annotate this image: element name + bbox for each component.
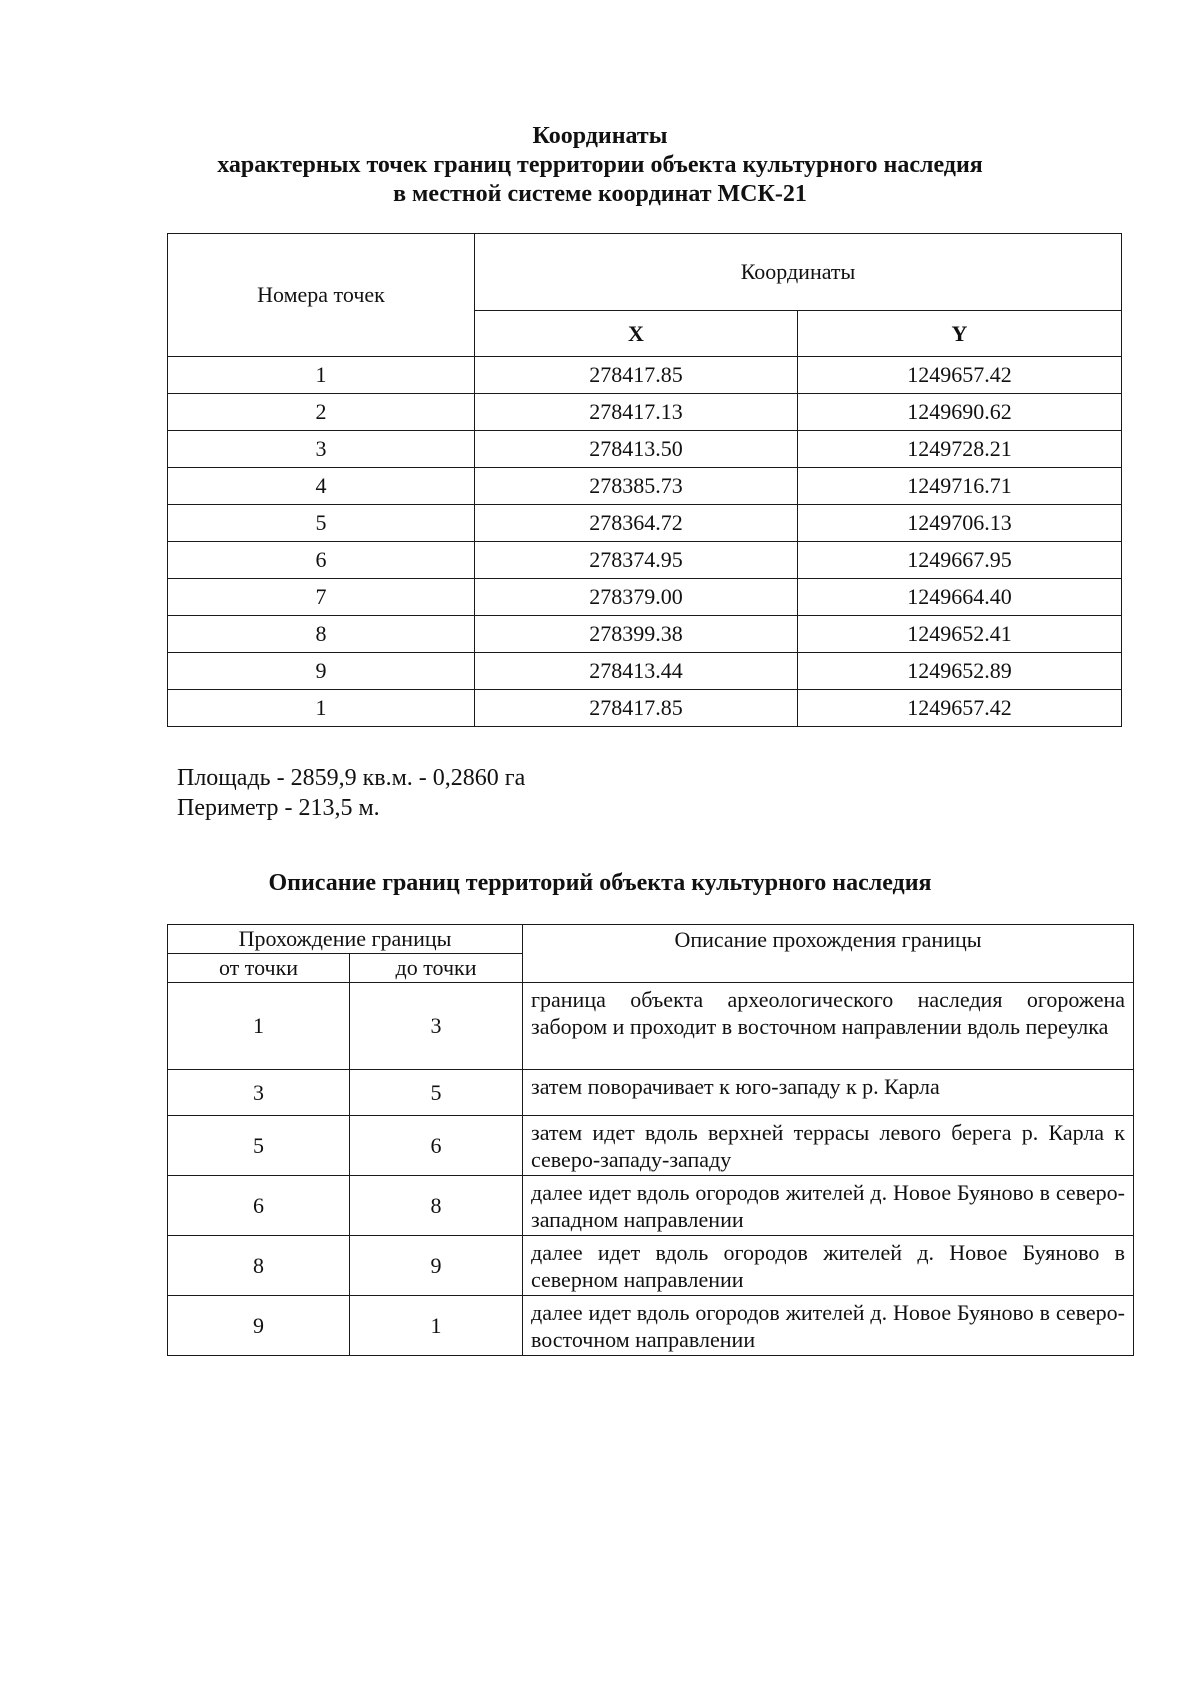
- header-from-point: от точки: [168, 954, 350, 983]
- to-point: 8: [350, 1176, 523, 1236]
- table-row: [168, 1070, 1134, 1116]
- point-number: 2: [168, 394, 475, 431]
- boundary-description: далее идет вдоль огородов жителей д. Новое Буяново в северном направлении: [523, 1236, 1134, 1296]
- header-point-numbers: Номера точек: [168, 234, 475, 357]
- boundary-description: далее идет вдоль огородов жителей д. Новое Буяново в северо-восточном направлении: [523, 1296, 1134, 1356]
- coord-x: 278379.00: [475, 579, 798, 616]
- document-title: [0, 122, 1200, 209]
- point-number: 8: [168, 616, 475, 653]
- table-row: [168, 357, 1122, 394]
- point-number: 6: [168, 542, 475, 579]
- table-row: [168, 468, 1122, 505]
- coord-y: 1249652.41: [798, 616, 1122, 653]
- from-point: 1: [168, 983, 350, 1070]
- header-boundary-passage: Прохождение границы: [168, 925, 523, 954]
- to-point: 6: [350, 1116, 523, 1176]
- table-row: [168, 1176, 1134, 1236]
- table-row: [168, 431, 1122, 468]
- coord-x: 278364.72: [475, 505, 798, 542]
- table-row: [168, 1116, 1134, 1176]
- point-number: 3: [168, 431, 475, 468]
- coord-x: 278417.85: [475, 357, 798, 394]
- coord-x: 278417.13: [475, 394, 798, 431]
- point-number: 1: [168, 690, 475, 727]
- boundary-description-table: [167, 924, 1134, 1356]
- boundary-description: затем идет вдоль верхней террасы левого берега р. Карла к северо-западу-западу: [523, 1116, 1134, 1176]
- section-title: Описание границ территорий объекта культурного наследия: [268, 870, 932, 896]
- coord-x: 278374.95: [475, 542, 798, 579]
- coord-y: 1249664.40: [798, 579, 1122, 616]
- to-point: 5: [350, 1070, 523, 1116]
- point-number: 1: [168, 357, 475, 394]
- to-point: 3: [350, 983, 523, 1070]
- title-line-2: характерных точек границ территории объекта культурного наследия: [217, 152, 983, 178]
- point-number: 9: [168, 653, 475, 690]
- boundary-description: затем поворачивает к юго-западу к р. Карла: [523, 1070, 1134, 1116]
- coord-y: 1249716.71: [798, 468, 1122, 505]
- header-to-point: до точки: [350, 954, 523, 983]
- coordinates-table: [167, 233, 1122, 727]
- point-number: 4: [168, 468, 475, 505]
- table-row: [168, 505, 1122, 542]
- table-row: [168, 1236, 1134, 1296]
- area-perimeter-block: [177, 763, 525, 823]
- coord-y: 1249728.21: [798, 431, 1122, 468]
- area-text: Площадь - 2859,9 кв.м. - 0,2860 га: [177, 765, 526, 791]
- table-row: [168, 542, 1122, 579]
- from-point: 6: [168, 1176, 350, 1236]
- table-row: [168, 616, 1122, 653]
- boundary-description: далее идет вдоль огородов жителей д. Новое Буяново в северо-западном направлении: [523, 1176, 1134, 1236]
- table-row: [168, 653, 1122, 690]
- coord-x: 278413.50: [475, 431, 798, 468]
- from-point: 3: [168, 1070, 350, 1116]
- coord-y: 1249706.13: [798, 505, 1122, 542]
- perimeter-text: Периметр - 213,5 м.: [177, 795, 380, 821]
- table-row: [168, 983, 1134, 1070]
- table-row: [168, 1296, 1134, 1356]
- header-passage-description: Описание прохождения границы: [523, 925, 1134, 983]
- coord-x: 278399.38: [475, 616, 798, 653]
- title-line-1: Координаты: [532, 123, 668, 149]
- coord-y: 1249657.42: [798, 357, 1122, 394]
- coord-x: 278417.85: [475, 690, 798, 727]
- from-point: 9: [168, 1296, 350, 1356]
- table-row: [168, 690, 1122, 727]
- coord-y: 1249667.95: [798, 542, 1122, 579]
- from-point: 8: [168, 1236, 350, 1296]
- header-y: Y: [798, 311, 1122, 357]
- to-point: 9: [350, 1236, 523, 1296]
- coord-x: 278413.44: [475, 653, 798, 690]
- coord-y: 1249652.89: [798, 653, 1122, 690]
- boundary-description: граница объекта археологического наследия огорожена забором и проходит в восточном направлении вдоль переулка: [523, 983, 1134, 1070]
- to-point: 1: [350, 1296, 523, 1356]
- coord-y: 1249657.42: [798, 690, 1122, 727]
- header-coordinates: Координаты: [475, 234, 1122, 311]
- table-row: [168, 579, 1122, 616]
- point-number: 7: [168, 579, 475, 616]
- point-number: 5: [168, 505, 475, 542]
- header-x: X: [475, 311, 798, 357]
- table-row: [168, 394, 1122, 431]
- coord-y: 1249690.62: [798, 394, 1122, 431]
- coord-x: 278385.73: [475, 468, 798, 505]
- from-point: 5: [168, 1116, 350, 1176]
- title-line-3: в местной системе координат МСК-21: [393, 181, 807, 207]
